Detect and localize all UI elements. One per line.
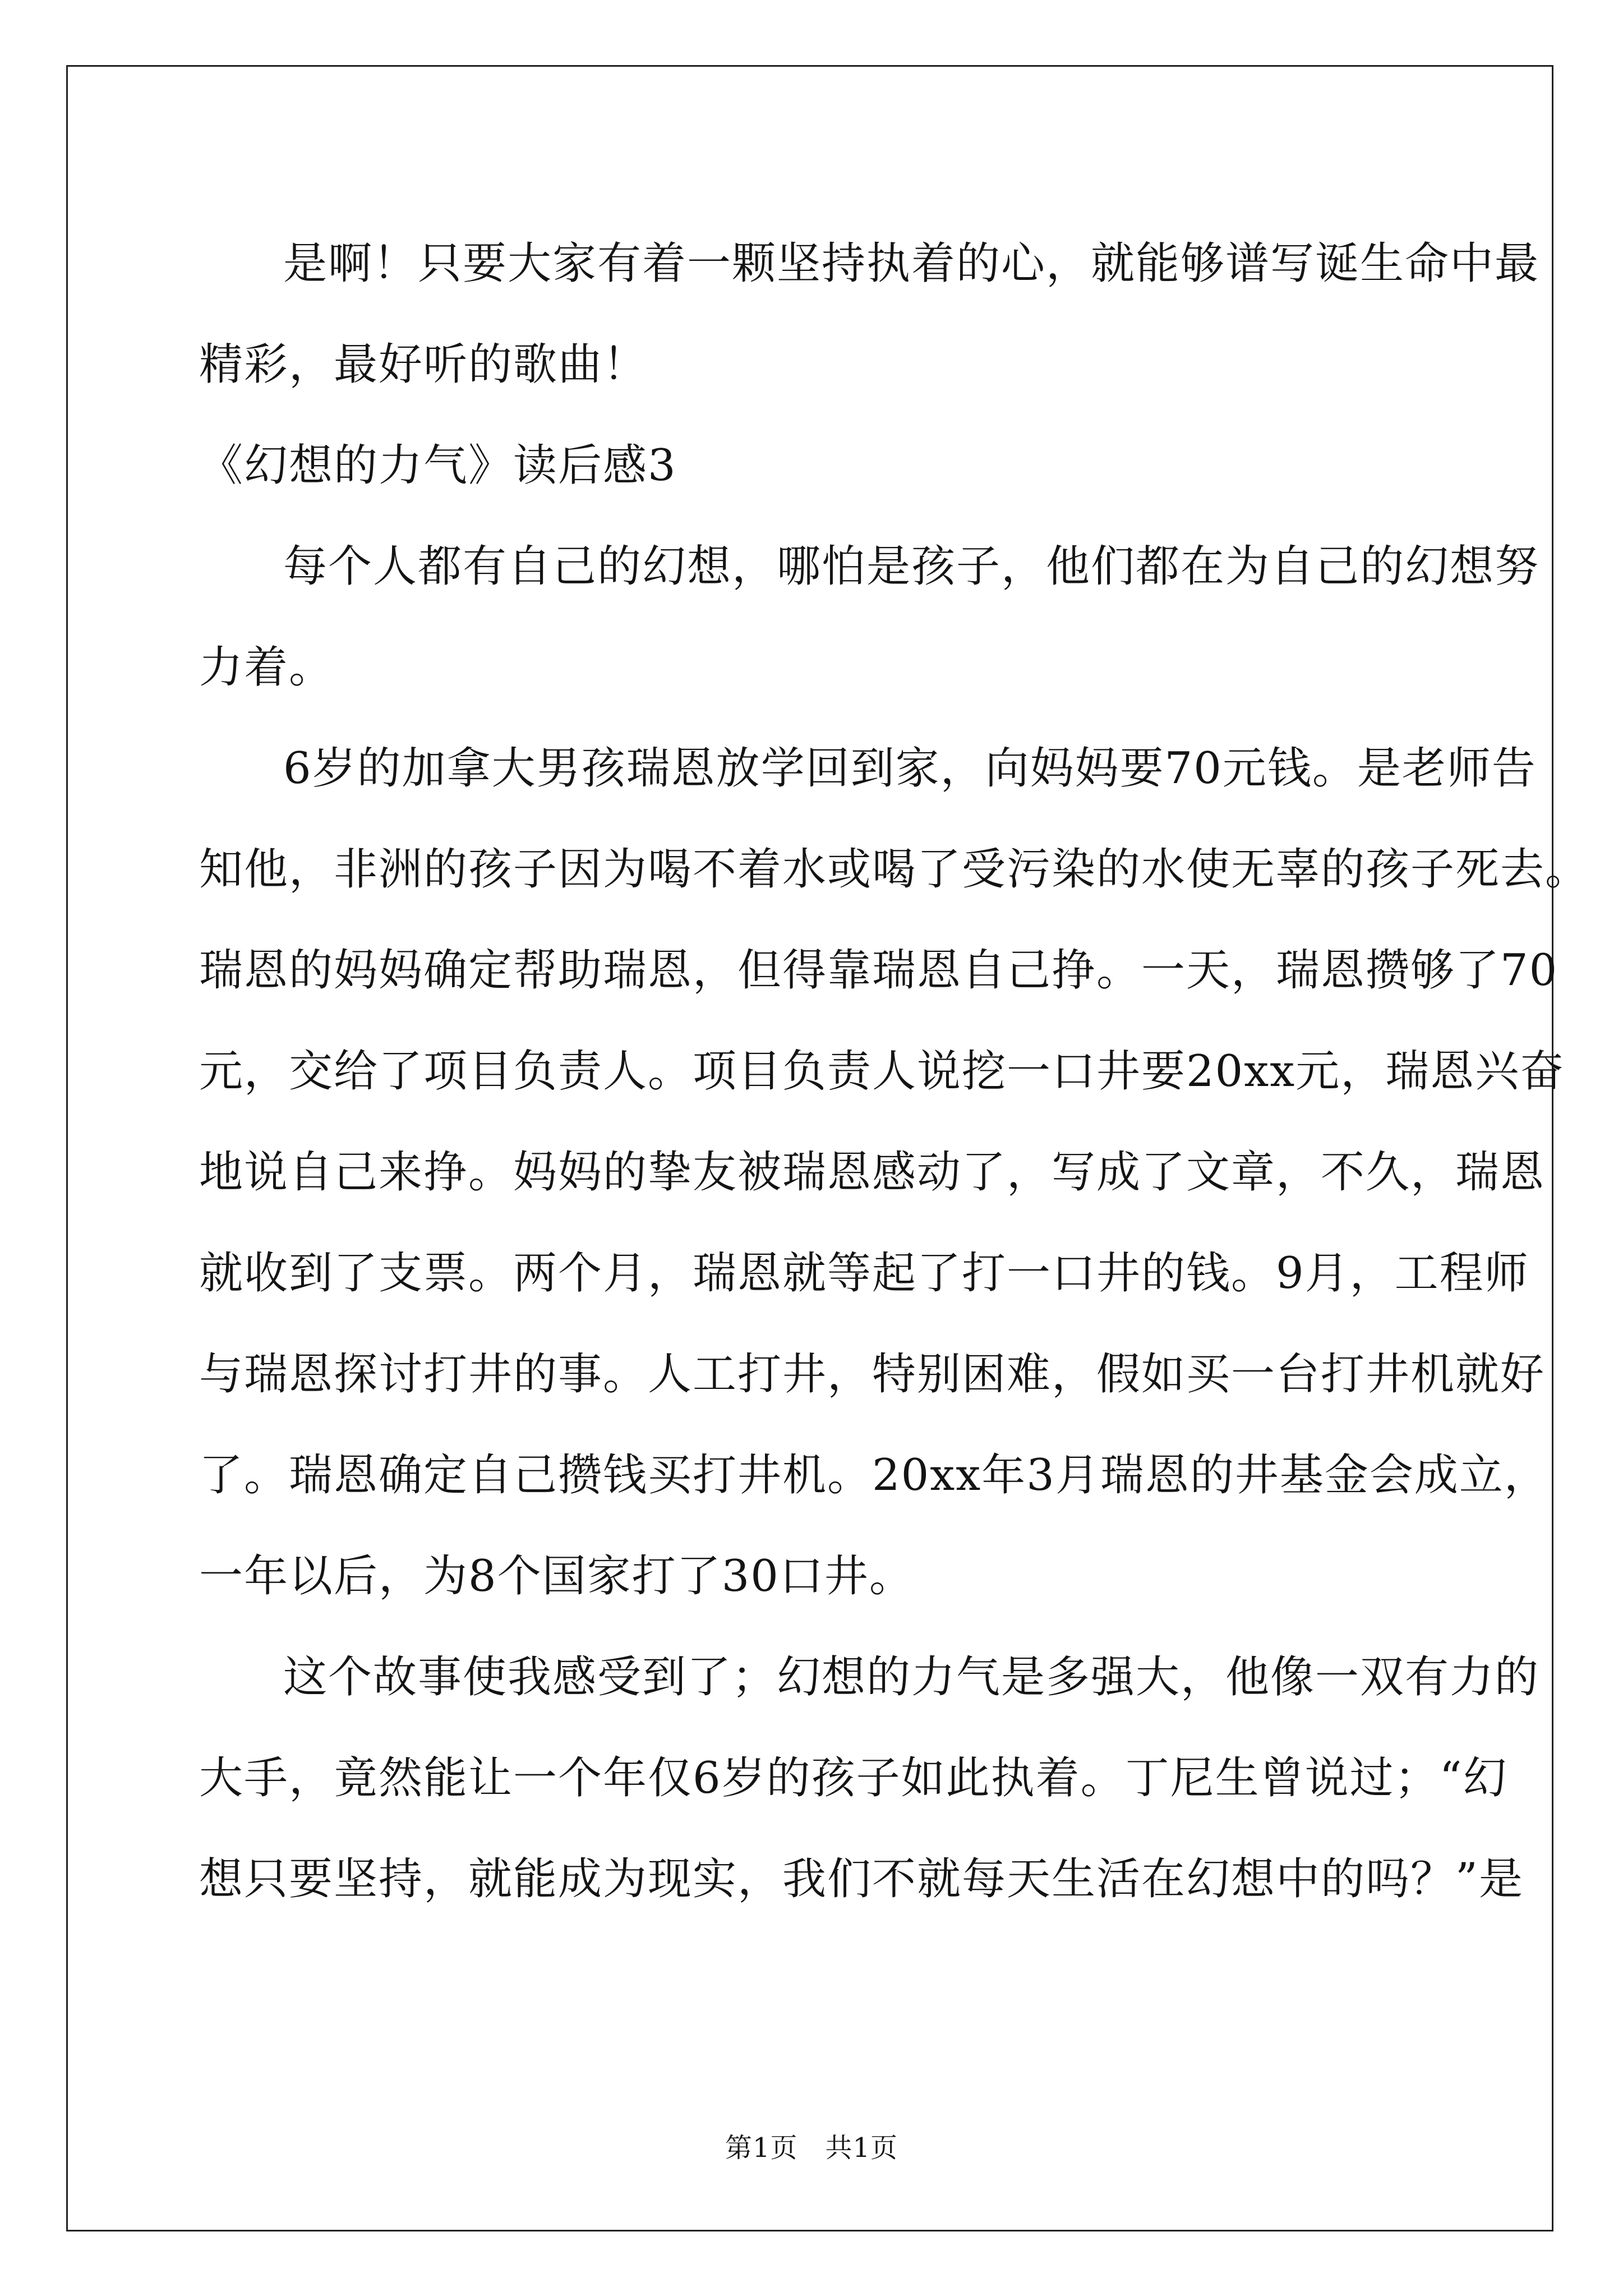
paragraph-line: 一年以后，为8个国家打了30口井。 xyxy=(199,1551,914,1602)
paragraph-line: 元，交给了项目负责人。项目负责人说挖一口井要20xx元，瑞恩兴奋 xyxy=(199,1046,1565,1097)
paragraph-line: 就收到了支票。两个月，瑞恩就等起了打一口井的钱。9月，工程师 xyxy=(199,1248,1529,1299)
paragraph-line: 力着。 xyxy=(199,642,334,693)
paragraph-line: 大手，竟然能让一个年仅6岁的孩子如此执着。丁尼生曾说过；“幻 xyxy=(199,1753,1508,1803)
paragraph-line: 每个人都有自己的幻想，哪怕是孩子，他们都在为自己的幻想努 xyxy=(283,541,1540,592)
paragraph-line: 6岁的加拿大男孩瑞恩放学回到家，向妈妈要70元钱。是老师告 xyxy=(283,743,1537,794)
paragraph-line: 了。瑞恩确定自己攒钱买打井机。20xx年3月瑞恩的井基金会成立， xyxy=(199,1450,1549,1501)
paragraph-line: 与瑞恩探讨打井的事。人工打井，特别困难，假如买一台打井机就好 xyxy=(199,1349,1546,1400)
paragraph-line: 是啊！只要大家有着一颗坚持执着的心，就能够谱写诞生命中最 xyxy=(283,238,1540,289)
document-body xyxy=(199,213,1590,1930)
paragraph-line: 这个故事使我感受到了；幻想的力气是多强大，他像一双有力的 xyxy=(283,1652,1540,1703)
paragraph-line: 想只要坚持，就能成为现实，我们不就每天生活在幻想中的吗？”是 xyxy=(199,1854,1524,1904)
page-number-footer: 第1页 共1页 xyxy=(725,2132,898,2164)
section-heading: 《幻想的力气》读后感3 xyxy=(199,440,677,491)
paragraph-line: 知他，非洲的孩子因为喝不着水或喝了受污染的水使无辜的孩子死去。 xyxy=(199,844,1590,895)
paragraph-line: 地说自己来挣。妈妈的挚友被瑞恩感动了，写成了文章，不久，瑞恩 xyxy=(199,1147,1546,1198)
paragraph-line: 精彩，最好听的歌曲！ xyxy=(199,339,648,390)
paragraph-line: 瑞恩的妈妈确定帮助瑞恩，但得靠瑞恩自己挣。一天，瑞恩攒够了70 xyxy=(199,945,1559,996)
